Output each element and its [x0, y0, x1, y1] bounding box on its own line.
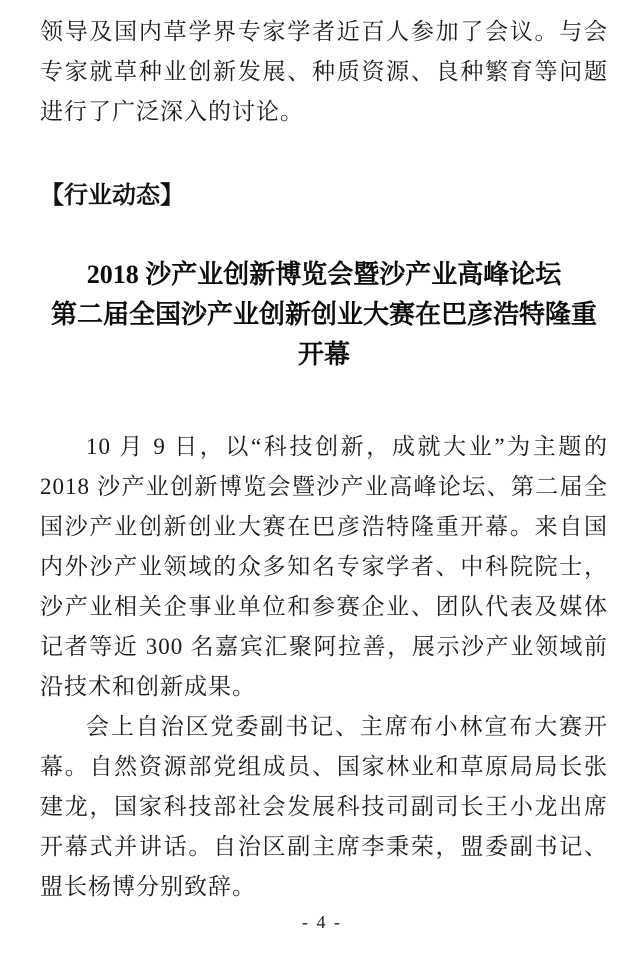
section-header: 【行业动态】 — [40, 182, 184, 209]
intro-paragraph: 领导及国内草学界专家学者近百人参加了会议。与会专家就草种业创新发展、种质资源、良种繁育等问题进行了广泛深入的讨论。 — [40, 19, 608, 124]
article-title-line2: 第二届全国沙产业创新创业大赛在巴彦浩特隆重开幕 — [50, 300, 597, 369]
article-title — [40, 255, 608, 375]
body-paragraph-2: 会上自治区党委副书记、主席布小林宣布大赛开幕。自然资源部党组成员、国家林业和草原局局长张建龙，国家科技部社会发展科技司副司长王小龙出席开幕式并讲话。自治区副主席李秉荣，盟委副书记、盟长杨博分别致辞。 — [40, 714, 608, 899]
body-paragraph-1: 10 月 9 日，以“科技创新，成就大业”为主题的 2018 沙产业创新博览会暨沙产业高峰论坛、第二届全国沙产业创新创业大赛在巴彦浩特隆重开幕。来自国内外沙产业领域的众多知名专家学者、中科院院士，沙产业相关企事业单位和参赛企业、团队代表及媒体记者等近 300 名嘉宾汇聚阿拉善，展示沙产业领域前沿技术和创新成果。 — [40, 434, 608, 699]
page-number: - 4 - — [302, 912, 342, 932]
article-title-line1: 2018 沙产业创新博览会暨沙产业高峰论坛 — [86, 260, 562, 289]
